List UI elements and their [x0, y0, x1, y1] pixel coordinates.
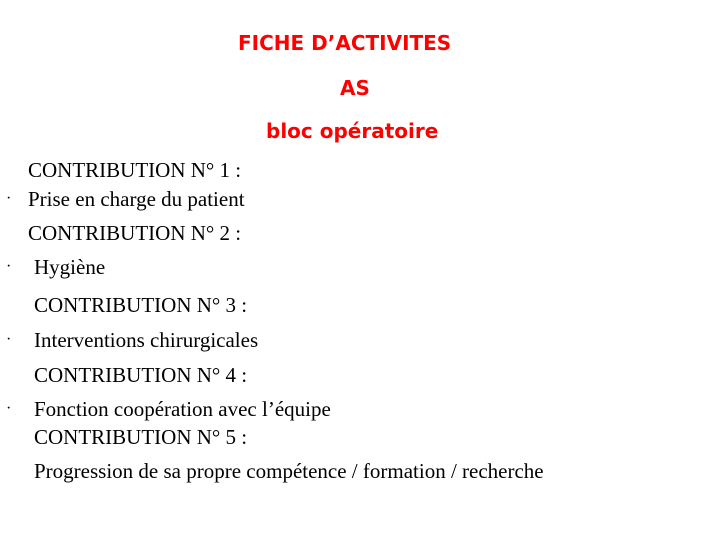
contribution-4-item: Fonction coopération avec l’équipe: [34, 397, 331, 421]
document-title: FICHE D’ACTIVITES: [238, 31, 452, 55]
bullet-icon: ·: [6, 400, 12, 417]
contribution-5-item: Progression de sa propre compétence / formation / recherche: [34, 459, 544, 483]
contribution-4-heading: CONTRIBUTION N° 4 :: [34, 363, 248, 387]
contribution-1-item: Prise en charge du patient: [28, 187, 245, 211]
contribution-3-heading: CONTRIBUTION N° 3 :: [34, 293, 248, 317]
contribution-2-heading: CONTRIBUTION N° 2 :: [28, 221, 242, 245]
contribution-2-item: Hygiène: [34, 255, 106, 279]
document-context: bloc opératoire: [266, 119, 439, 143]
bullet-icon: ·: [6, 331, 12, 348]
bullet-icon: ·: [6, 258, 12, 275]
bullet-icon: ·: [6, 190, 12, 207]
contribution-5-heading: CONTRIBUTION N° 5 :: [34, 425, 248, 449]
document-subtitle: AS: [340, 76, 370, 100]
contribution-1-heading: CONTRIBUTION N° 1 :: [28, 158, 242, 182]
contribution-3-item: Interventions chirurgicales: [34, 328, 259, 352]
